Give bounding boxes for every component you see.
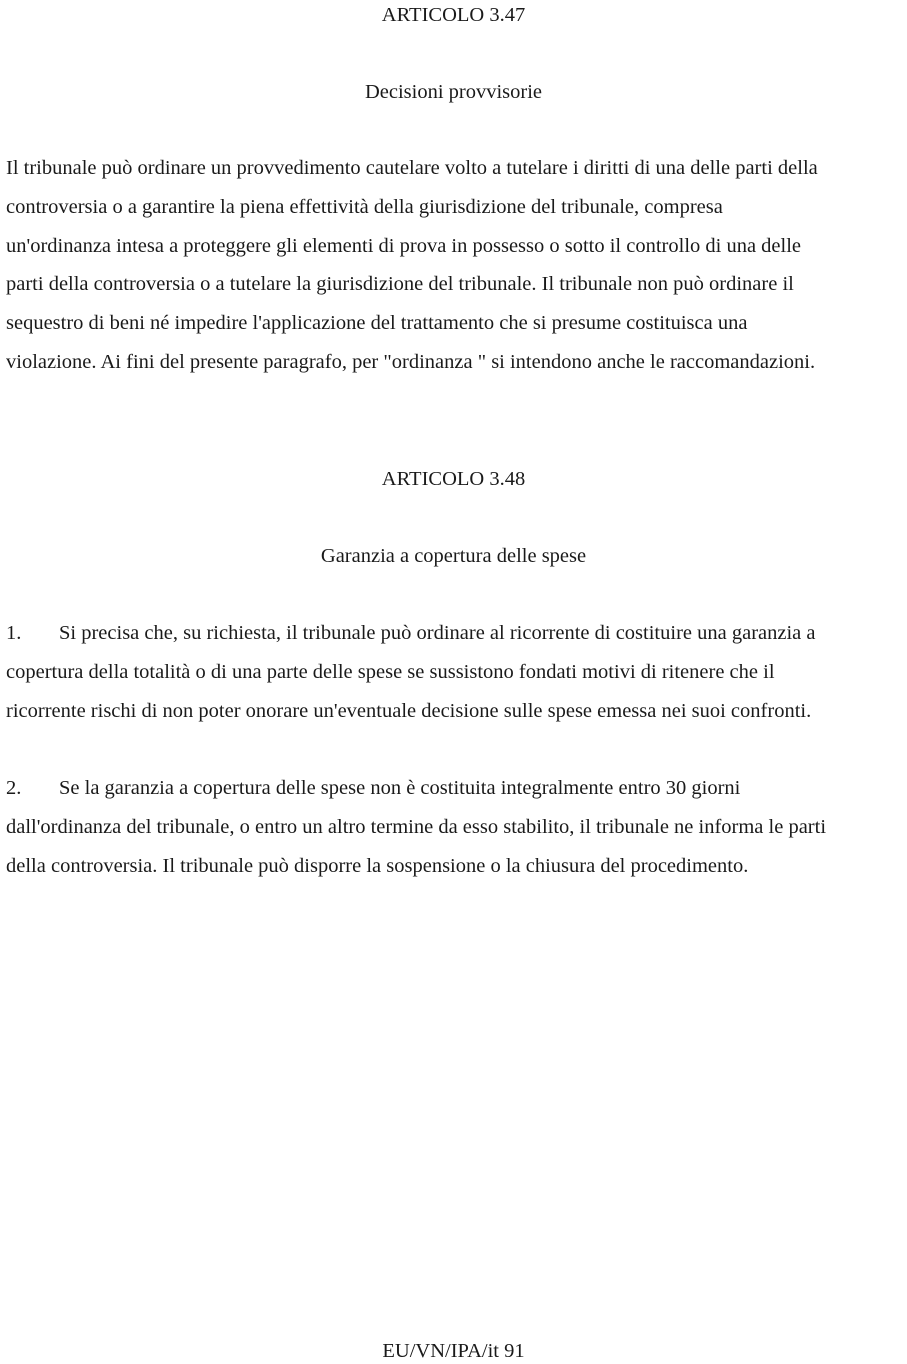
item-line: della controversia. Il tribunale può disporre la sospensione o la chiusura del procedimento. xyxy=(6,854,749,877)
article-3-47-title: Decisioni provvisorie xyxy=(364,81,543,103)
item-line: copertura della totalità o di una parte delle spese se sussistono fondati motivi di ritenere che il xyxy=(6,660,775,683)
item-number: 2. xyxy=(6,777,22,799)
item-text: Se la garanzia a copertura delle spese non è costituita integralmente entro 30 giorni xyxy=(59,777,741,799)
paragraph-line: Il tribunale può ordinare un provvedimento cautelare volto a tutelare i diritti di una delle parti della xyxy=(6,157,818,179)
article-3-48-heading: ARTICOLO 3.48 xyxy=(381,468,526,490)
paragraph-line: parti della controversia o a tutelare la giurisdizione del tribunale. Il tribunale non può ordinare il xyxy=(6,273,794,296)
article-3-47-paragraph xyxy=(6,149,902,382)
item-line: ricorrente rischi di non poter onorare un'eventuale decisione sulle spese emessa nei suoi confronti. xyxy=(6,699,812,722)
paragraph-line: violazione. Ai fini del presente paragrafo, per "ordinanza " si intendono anche le raccomandazioni. xyxy=(6,350,816,373)
item-text: Si precisa che, su richiesta, il tribunale può ordinare al ricorrente di costituire una garanzia a xyxy=(59,622,816,644)
page-footer-reference: EU/VN/IPA/it 91 xyxy=(382,1340,525,1362)
item-number: 1. xyxy=(6,622,22,644)
paragraph-line: sequestro di beni né impedire l'applicazione del trattamento che si presume costituisca una xyxy=(6,312,748,335)
article-3-48-item-2 xyxy=(6,769,902,885)
article-3-48-item-1 xyxy=(6,614,902,730)
article-3-47-heading: ARTICOLO 3.47 xyxy=(381,4,526,26)
item-line: dall'ordinanza del tribunale, o entro un altro termine da esso stabilito, il tribunale ne informa le parti xyxy=(6,815,827,838)
paragraph-line: un'ordinanza intesa a proteggere gli elementi di prova in possesso o sotto il controllo di una delle xyxy=(6,234,802,257)
paragraph-line: controversia o a garantire la piena effettività della giurisdizione del tribunale, compresa xyxy=(6,195,723,218)
item-line xyxy=(6,614,902,653)
article-3-48-title: Garanzia a copertura delle spese xyxy=(320,545,587,567)
item-line xyxy=(6,769,902,808)
